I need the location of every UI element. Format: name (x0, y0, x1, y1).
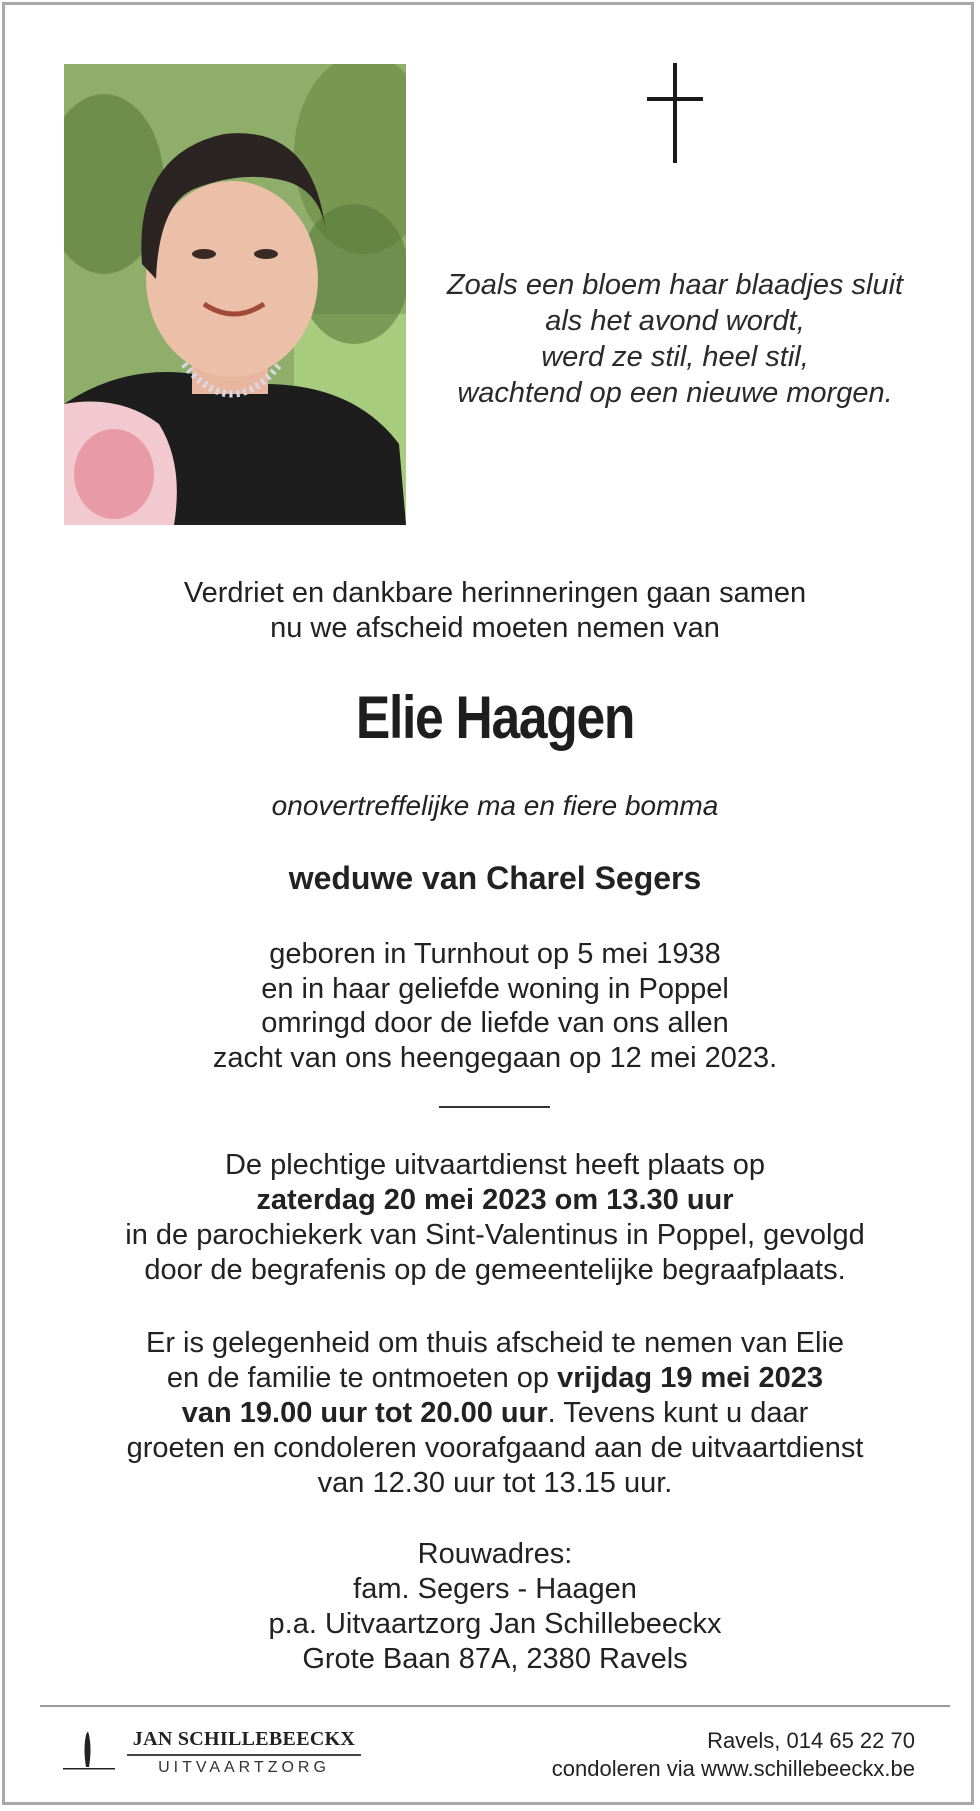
contact-info (395, 1727, 915, 1783)
subtitle: onovertreffelijke ma en fiere bomma (271, 790, 719, 821)
poem-line: als het avond wordt, (545, 305, 805, 337)
visit-date: vrijdag 19 mei 2023 (557, 1362, 824, 1394)
service-line: door de begrafenis op de gemeentelijke begraafplaats. (144, 1254, 846, 1286)
cross-icon (645, 63, 705, 165)
poem-line: Zoals een bloem haar blaadjes sluit (446, 269, 904, 301)
service-line: in de parochiekerk van Sint-Valentinus in Poppel, gevolgd (125, 1219, 865, 1251)
service-date: zaterdag 20 mei 2023 om 13.30 uur (256, 1184, 734, 1216)
funeral-home-logo-name: JAN SCHILLEBEECKX (132, 1728, 356, 1750)
condolence-link[interactable]: condoleren via www.schillebeeckx.be (551, 1756, 915, 1781)
portrait-illustration (64, 64, 406, 525)
footer-divider (40, 1705, 950, 1707)
widow-line: weduwe van Charel Segers (288, 860, 702, 896)
born-line: en in haar geliefde woning in Poppel (261, 972, 729, 1005)
funeral-home-logo-sub: UITVAARTZORG (158, 1759, 330, 1776)
divider (439, 1106, 550, 1108)
address-line: Grote Baan 87A, 2380 Ravels (302, 1643, 688, 1675)
cypress-tree-icon (63, 1727, 119, 1773)
visit-time: van 19.00 uur tot 20.00 uur (181, 1397, 548, 1429)
visit-line: Er is gelegenheid om thuis afscheid te nemen van Elie (145, 1327, 845, 1359)
phone: Ravels, 014 65 22 70 (707, 1728, 915, 1753)
logo-divider (127, 1754, 361, 1756)
visit-line (45, 1361, 945, 1396)
poem-line: wachtend op een nieuwe morgen. (457, 377, 893, 409)
address-line: fam. Segers - Haagen (353, 1573, 637, 1605)
service-info (45, 1148, 945, 1288)
deceased-name: Elie Haagen (355, 684, 635, 751)
poem (425, 267, 925, 411)
intro-line: Verdriet en dankbare herinneringen gaan samen (183, 577, 807, 609)
born-line: zacht van ons heengegaan op 12 mei 2023. (212, 1041, 778, 1074)
portrait-photo (64, 64, 406, 525)
born-line: geboren in Turnhout op 5 mei 1938 (269, 938, 721, 970)
obituary-card (2, 2, 974, 1805)
service-line: De plechtige uitvaartdienst heeft plaats op (224, 1149, 766, 1181)
visit-line (45, 1396, 945, 1431)
mourning-address (45, 1537, 945, 1677)
address-line: Rouwadres: (417, 1538, 573, 1570)
birth-death-text (45, 937, 945, 1075)
address-line: p.a. Uitvaartzorg Jan Schillebeeckx (268, 1608, 722, 1640)
born-line: omringd door de liefde van ons allen (261, 1007, 729, 1039)
intro-text (45, 576, 945, 646)
visit-line: groeten en condoleren voorafgaand aan de uitvaartdienst (126, 1432, 864, 1464)
poem-line: werd ze stil, heel stil, (541, 341, 809, 373)
intro-line: nu we afscheid moeten nemen van (270, 612, 720, 644)
visitation-info (45, 1326, 945, 1501)
visit-text: . Tevens kunt u daar (547, 1397, 809, 1429)
visit-text: en de familie te ontmoeten op (166, 1362, 558, 1394)
visit-line: van 12.30 uur tot 13.15 uur. (317, 1467, 673, 1499)
